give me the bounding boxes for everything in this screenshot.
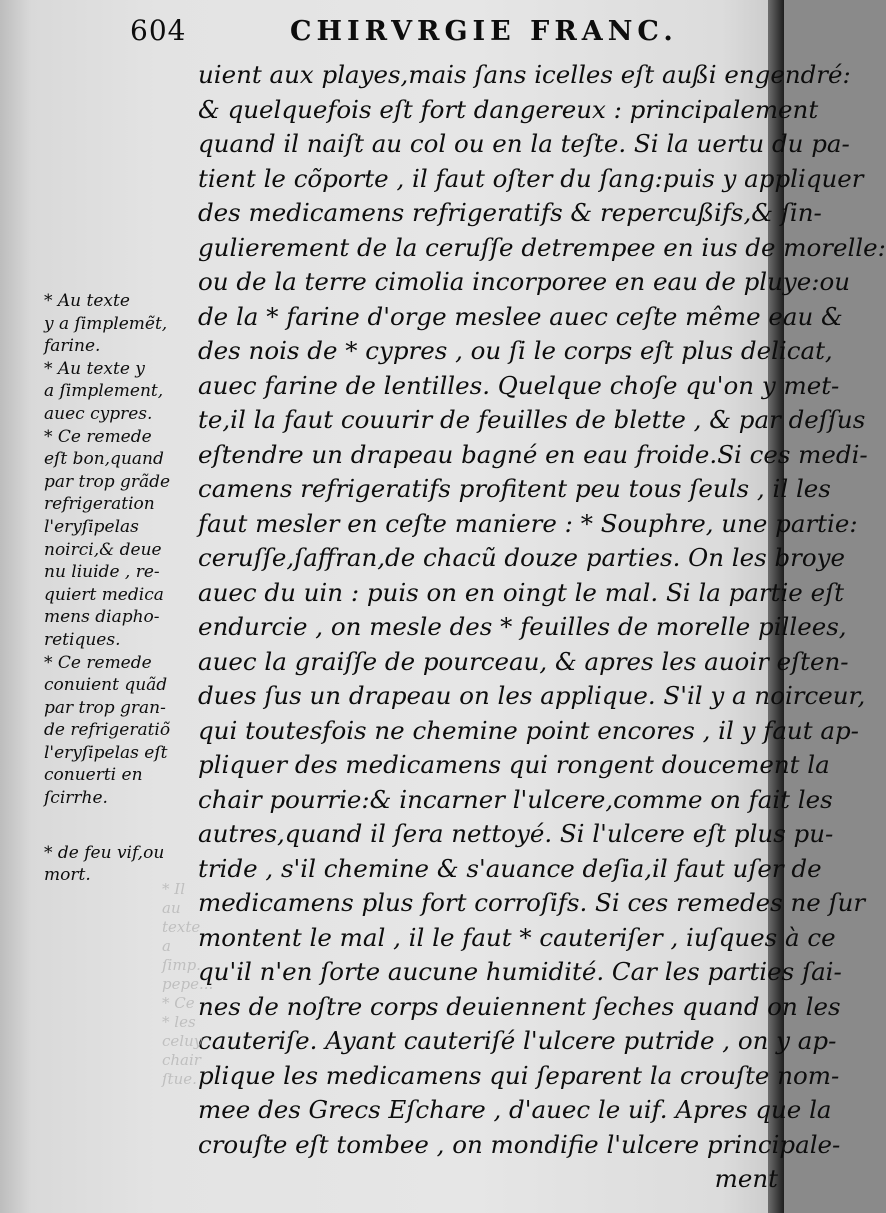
text-line: faut mesler en ceſte maniere : * Souphre, une partie: — [198, 508, 858, 538]
note-line: ſcirrhe. — [44, 788, 108, 809]
text-line: quand il naiſt au col ou en la teſte. Si la uertu du pa- — [198, 129, 850, 158]
note-line: * Ce remede — [44, 652, 152, 673]
text-line: pliquer des medicamens qui rongent doucement la — [198, 750, 830, 779]
text-line: camens refrigeratifs profitent peu tous ſeuls , il les — [198, 474, 831, 503]
note-line: conuient quãd — [44, 675, 168, 696]
note-line: refrigeration — [44, 494, 155, 515]
text-line: chair pourrie:& incarner l'ulcere,comme on fait les — [198, 784, 833, 814]
text-line: medicamens plus fort corroſifs. Si ces remedes ne ſur — [198, 888, 866, 917]
running-head: CHIRVRGIE FRANC. — [290, 16, 678, 47]
note-line: eſt bon,quand — [44, 449, 164, 470]
text-line: & quelquefois eſt fort dangereux : principalement — [198, 94, 819, 124]
text-line: auec la graiſſe de pourceau, & apres les auoir eſten- — [198, 646, 849, 676]
text-line: crouſte eſt tombee , on mondifie l'ulcere principale- — [198, 1129, 841, 1159]
catchword: ment — [714, 1164, 778, 1193]
note-line: noirci,& deue — [44, 539, 162, 560]
text-line: des nois de * cypres , ou ſi le corps eſt plus delicat, — [198, 336, 833, 365]
note-line: a ſimplement, — [44, 381, 164, 402]
note-line: conuerti en — [44, 765, 143, 786]
note-line: l'eryſipelas — [44, 516, 139, 537]
text-line: autres,quand il ſera nettoyé. Si l'ulcere eſt plus pu- — [198, 819, 834, 848]
text-line: des medicamens refrigeratifs & repercußifs,& ſin- — [198, 198, 822, 227]
note-line: * Au texte — [44, 291, 130, 311]
note-line: retiques. — [44, 629, 121, 650]
marginal-note — [44, 358, 194, 426]
text-line: uient aux playes,mais ſans icelles eſt außi engendré: — [198, 60, 851, 89]
marginal-note — [44, 652, 194, 810]
note-line: quiert medica — [44, 584, 164, 605]
text-line: ceruſſe,ſaffran,de chacũ douze parties. On les broye — [198, 543, 845, 572]
bleed-through-marks: * Il au texte a ſimp. pepe... * Ce * les celuy chair ſtue. — [162, 880, 214, 1088]
text-line: de la * farine d'orge meslee auec ceſte même eau & — [198, 301, 843, 331]
text-line: tride , s'il chemine & s'auance deſia,il faut uſer de — [198, 853, 822, 883]
note-line: par trop grãde — [44, 471, 171, 492]
note-line: nu liuide , re- — [44, 562, 160, 583]
page-number: 604 — [130, 14, 187, 47]
marginal-note — [44, 290, 194, 358]
note-line: de refrigeratiõ — [44, 720, 171, 741]
text-line: plique les medicamens qui ſeparent la crouſte nom- — [198, 1060, 840, 1090]
text-line: qui toutesfois ne chemine point encores , il y faut ap- — [198, 715, 859, 745]
note-line: * Au texte y — [44, 358, 145, 379]
note-line: auec cypres. — [44, 403, 153, 424]
page-header — [0, 14, 784, 54]
note-line: * Ce remede — [44, 426, 152, 447]
text-line: te,il la faut couurir de feuilles de blette , & par deſſus — [198, 405, 866, 434]
note-line: farine. — [44, 336, 101, 357]
text-line: ou de la terre cimolia incorporee en eau de pluye:ou — [198, 267, 851, 296]
note-line: y a ſimplemẽt, — [44, 313, 168, 334]
text-line: auec du uin : puis on en oingt le mal. Si la partie eſt — [198, 577, 844, 607]
text-line: qu'il n'en ſorte aucune humidité. Car les parties ſai- — [198, 957, 842, 986]
main-text-block — [198, 58, 886, 1197]
text-line: endurcie , on mesle des * feuilles de morelle pillees, — [198, 612, 847, 641]
text-line: nes de noſtre corps deuiennent ſeches quand on les — [198, 991, 841, 1021]
text-line: cauteriſe. Ayant cauteriſé l'ulcere putride , on y ap- — [198, 1026, 837, 1055]
marginal-notes — [44, 290, 194, 887]
text-line: montent le mal , il le faut * cauteriſer , iuſques à ce — [198, 922, 836, 952]
text-line: mee des Grecs Eſchare , d'auec le uif. Apres que la — [198, 1095, 832, 1124]
marginal-note — [44, 426, 194, 652]
note-line: l'eryſipelas eſt — [44, 742, 168, 763]
text-line: tient le cõporte , il faut oſter du ſang:puis y appliquer — [198, 163, 864, 193]
note-line: * de feu vif,ou — [44, 842, 165, 863]
text-line: eſtendre un drapeau bagné en eau froide.Si ces medi- — [198, 439, 868, 469]
note-line: mort. — [44, 865, 91, 886]
text-line: auec farine de lentilles. Quelque choſe qu'on y met- — [198, 370, 840, 400]
text-line: gulierement de la ceruſſe detrempee en ius de morelle: — [198, 232, 886, 262]
note-line: mens diapho- — [44, 607, 160, 628]
text-line: dues ſus un drapeau on les applique. S'il y a noirceur, — [198, 681, 866, 710]
note-line: par trop gran- — [44, 697, 166, 718]
